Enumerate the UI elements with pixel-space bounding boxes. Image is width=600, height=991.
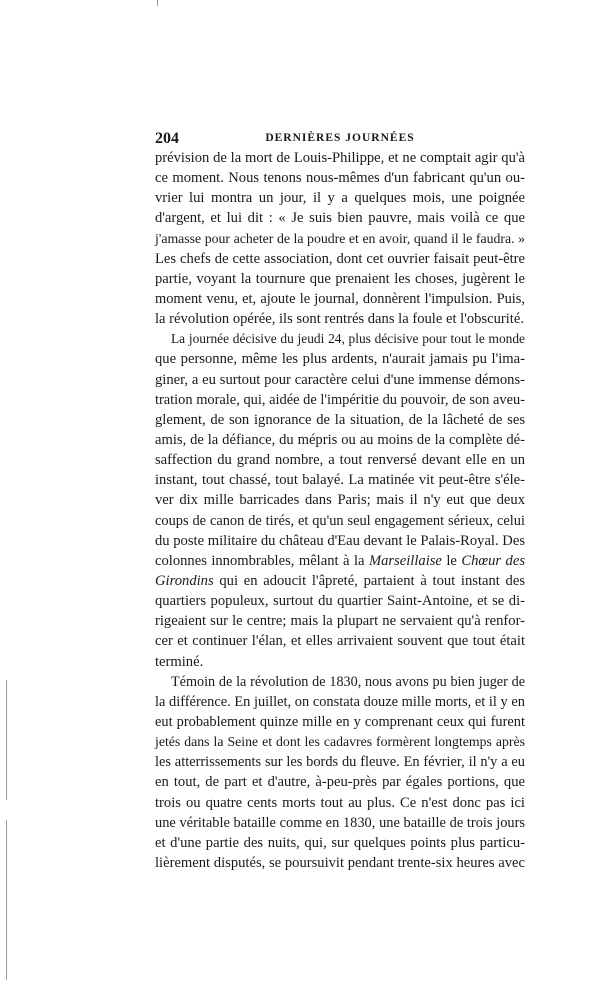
text-line: en tout, de part et d'autre, à-peu-près par égales portions, que [155,774,525,791]
margin-scan-mark [6,680,7,800]
text-line: ver dix mille barricades dans Paris; mais il n'y eut que deux [155,492,525,509]
text-line: La journée décisive du jeudi 24, plus décisive pour tout le monde [171,331,525,347]
text-line: la révolution opérée, ils sont rentrés dans la foule et l'obscurité. [155,311,524,328]
text-line: Girondins qui en adoucit l'âpreté, partaient à tout instant des [155,572,525,589]
text-line: moment venu, et, ajoute le journal, donnèrent l'impulsion. Puis, [155,290,525,307]
text-line: giner, a eu surtout pour caractère celui d'une immense démons- [155,371,525,388]
text-line: Témoin de la révolution de 1830, nous avons pu bien juger de [171,673,525,690]
text-line: saffection du grand nombre, a tout renversé devant elle en un [155,452,525,469]
margin-scan-mark [6,820,7,980]
text-line: instant, tout chassé, tout balayé. La matinée vit peut-être s'éle- [155,472,525,489]
text-line: trois ou quatre cents morts tout au plus. Ce n'est donc pas ici [155,794,525,811]
text-line: que personne, même les plus ardents, n'aurait jamais pu l'ima- [155,351,525,368]
running-head: DERNIÈRES JOURNÉES [265,132,415,144]
body-text [155,148,525,873]
text-line: une véritable bataille comme en 1830, une bataille de trois jours [155,814,525,831]
text-line: glement, de son ignorance de la situation, de la lâcheté de ses [155,411,525,428]
text-line: cer et continuer l'élan, et elles arrivaient souvent que tout était [155,633,525,650]
text-line: jetés dans la Seine et dont les cadavres formèrent longtemps après [155,734,525,750]
text-line: ce moment. Nous tenons nous-mêmes d'un fabricant qu'un ou- [155,170,525,187]
text-line: Les chefs de cette association, dont cet ouvrier faisait peut-être [155,250,525,267]
text-line: la différence. En juillet, on constata douze mille morts, et il y en [155,693,525,710]
text-line: colonnes innombrables, mêlant à la Marseillaise le Chœur des [155,552,526,569]
text-line: quartiers populeux, surtout du quartier Saint-Antoine, et se di- [155,593,525,610]
text-line: du poste militaire du château d'Eau devant le Palais-Royal. Des [155,532,525,549]
text-line: les atterrissements sur les bords du fleuve. En février, il n'y a eu [155,754,525,771]
text-line: vrier lui montra un jour, il y a quelques mois, une poignée [155,190,525,207]
text-line: j'amasse pour acheter de la poudre et en avoir, quand il le faudra. » [155,230,525,246]
text-line: terminé. [155,653,204,670]
text-line: d'argent, et lui dit : « Je suis bien pauvre, mais voilà ce que [155,210,525,227]
page-header [155,130,525,150]
page-number: 204 [155,130,179,147]
text-line: rigeaient sur le centre; mais la plupart ne servaient qu'à renfor- [155,613,525,630]
text-line: eut probablement quinze mille en y comprenant ceux qui furent [155,713,525,730]
text-line: prévision de la mort de Louis-Philippe, et ne comptait agir qu'à [155,150,525,166]
text-line: partie, voyant la tournure que prenaient les choses, jugèrent le [155,270,525,287]
text-line: coups de canon de tirés, et qu'un seul engagement sérieux, celui [155,512,525,529]
margin-scan-mark [157,0,158,6]
text-line: et d'une partie des nuits, qui, sur quelques points plus particu- [155,834,525,851]
text-line: tration morale, qui, aidée de l'impéritie du pouvoir, de son aveu- [155,391,525,408]
text-line: lièrement disputés, se poursuivit pendant trente-six heures avec [155,854,525,871]
text-line: amis, de la défiance, du mépris ou au moins de la complète dé- [155,431,525,448]
